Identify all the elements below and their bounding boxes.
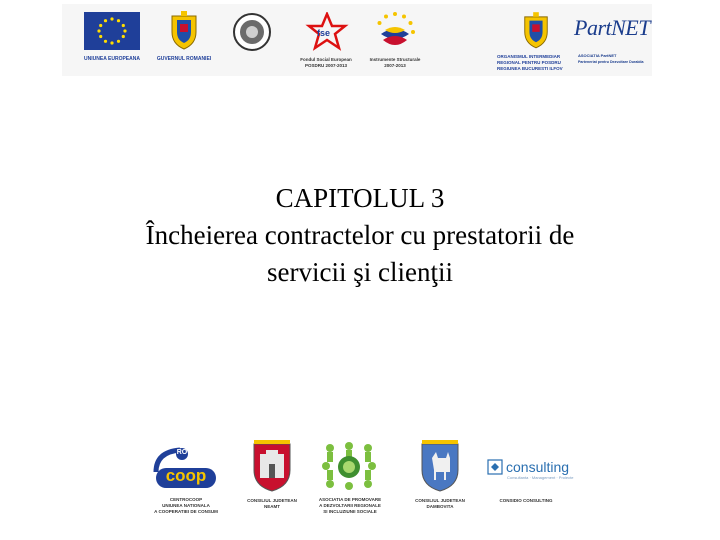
svg-text:fse: fse [317,28,331,38]
partnet-caption-2: Parteneriat pentru Dezvoltare Durabila [578,60,644,64]
eu-flag-icon [84,12,140,50]
oir-coat-of-arms-icon [521,10,551,50]
structural-instruments-icon [373,10,417,54]
title-line-2: Încheierea contractelor cu prestatorii de [145,220,575,250]
gov-caption: GUVERNUL ROMANIEI [156,56,212,62]
is-caption-1: Instrumente Structurale [369,57,421,62]
neamt-caption-2: NEAMT [264,504,280,509]
partnet-caption-1: ASOCIATIA PartNET [578,53,617,58]
eu-caption: UNIUNEA EUROPEANA [84,56,140,62]
dambovita-caption-2: DAMBOVITA [426,504,454,509]
fse-caption-1: Fondul Social European [300,57,352,62]
consulting-caption: CONSIDIO CONSULTING [499,498,553,503]
coop-caption-1: CENTROCOOP [169,497,203,502]
neamt-caption-1: CONSILIUL JUDETEAN [247,498,297,503]
romania-coat-of-arms-icon [168,10,200,50]
apdrss-caption-3: SI INCLUZIUNII SOCIALE [323,509,377,514]
title-line-3: servicii şi clienţii [267,257,453,287]
partnet-logo-text: PartNET [574,15,650,40]
round-seal-icon [232,12,272,52]
oir-caption-2: REGIONAL PENTRU POSDRU [497,60,561,65]
coop-label: coop [165,466,207,485]
dambovita-caption-1: CONSILIUL JUDETEAN [415,498,465,503]
fse-caption-2: POSDRU 2007-2013 [304,63,348,68]
apdrss-logo-icon [318,440,380,492]
consulting-mark-icon [487,459,503,475]
consulting-sub: Consultanta · Management · Proiecte [507,475,574,480]
oir-caption-1: ORGANISMUL INTERMEDIAR [497,54,561,59]
is-caption-2: 2007-2013 [384,63,406,68]
coop-caption-3: A COOPERATIEI DE CONSUM [154,509,218,514]
neamt-coat-of-arms-icon [250,440,294,492]
fse-logo-icon [305,12,349,52]
coop-badge: RO [176,449,188,456]
dambovita-coat-of-arms-icon [418,440,462,492]
title-line-1: CAPITOLUL 3 [275,183,445,213]
coop-caption-2: UNIUNEA NATIONALA [162,503,210,508]
oir-caption-3: REGIUNEA BUCURESTI ILFOV [497,66,563,71]
apdrss-caption-2: A DEZVOLTARII REGIONALE [319,503,381,508]
slide-title [0,180,720,291]
consulting-logo-text: consulting [506,459,570,475]
apdrss-caption-1: ASOCIATIA DE PROMOVARE [318,497,382,502]
